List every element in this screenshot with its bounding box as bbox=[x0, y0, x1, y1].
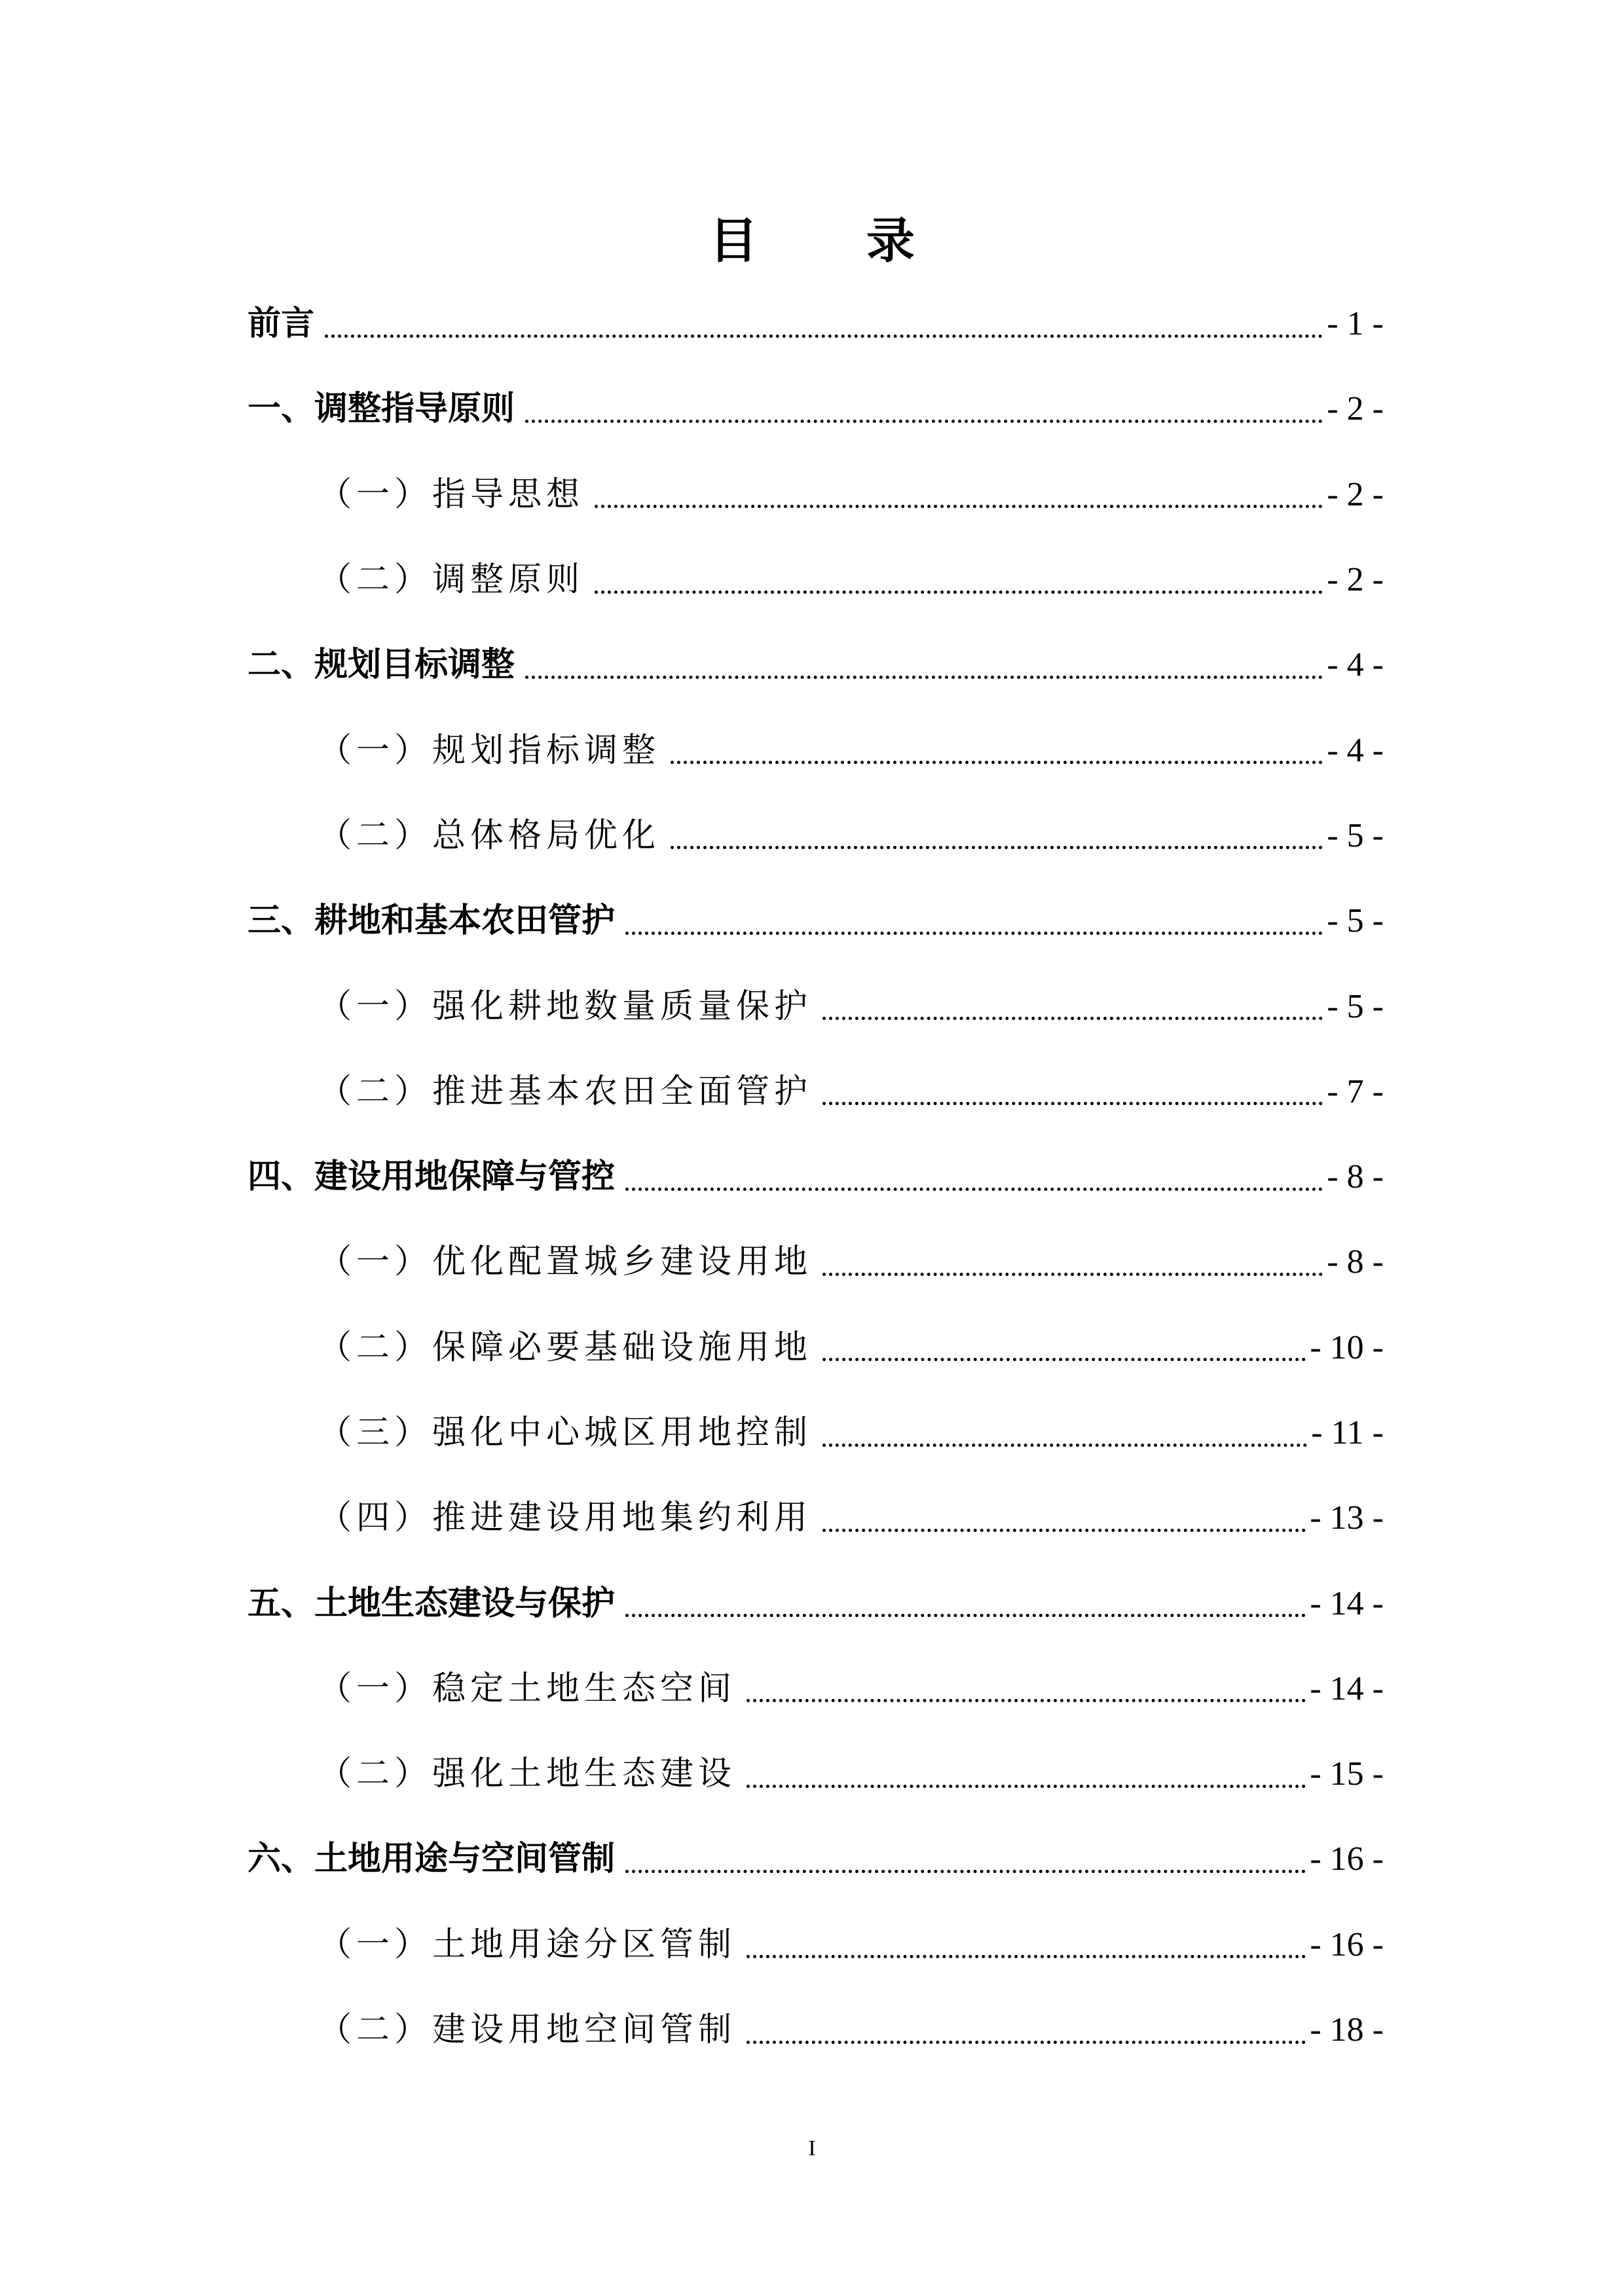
toc-entry-page: - 8 - bbox=[1327, 1243, 1384, 1281]
toc-entry-label: 四、建设用地保障与管控 bbox=[248, 1157, 616, 1197]
dot-leader bbox=[822, 1273, 1323, 1276]
toc-entry-page: - 7 - bbox=[1327, 1072, 1384, 1110]
dot-leader bbox=[625, 1188, 1323, 1191]
toc-entry-section[interactable] bbox=[248, 793, 1384, 879]
toc-entry-page: - 2 - bbox=[1327, 390, 1384, 428]
dot-leader bbox=[822, 1358, 1306, 1361]
toc-entry-label: （四）推进建设用地集约利用 bbox=[318, 1499, 813, 1538]
dot-leader bbox=[525, 420, 1323, 423]
toc-entry-page: - 5 - bbox=[1327, 816, 1384, 854]
toc-entry-chapter[interactable] bbox=[248, 1135, 1384, 1220]
toc-entry-label: （一）强化耕地数量质量保护 bbox=[318, 987, 813, 1026]
toc-entry-section[interactable] bbox=[248, 452, 1384, 538]
toc-entry-page: - 4 - bbox=[1327, 731, 1384, 769]
toc-entry-label: 二、规划目标调整 bbox=[248, 646, 515, 685]
toc-entry-label: （一）指导思想 bbox=[318, 475, 585, 514]
toc-entry-page: - 4 - bbox=[1327, 646, 1384, 684]
toc-entry-page: - 1 - bbox=[1327, 305, 1384, 343]
toc-entry-page: - 14 - bbox=[1310, 1669, 1384, 1707]
toc-entry-chapter[interactable] bbox=[248, 367, 1384, 452]
toc-entry-label: （二）调整原则 bbox=[318, 560, 585, 600]
toc-entry-label: （二）总体格局优化 bbox=[318, 816, 661, 855]
toc-list bbox=[248, 282, 1384, 2073]
dot-leader bbox=[822, 1102, 1323, 1105]
dot-leader bbox=[595, 591, 1323, 594]
toc-entry-label: 三、耕地和基本农田管护 bbox=[248, 902, 616, 941]
toc-entry-section[interactable] bbox=[248, 1647, 1384, 1732]
toc-entry-section[interactable] bbox=[248, 964, 1384, 1049]
dot-leader bbox=[625, 1614, 1306, 1617]
toc-entry-label: 六、土地用途与空间管制 bbox=[248, 1840, 616, 1879]
toc-entry-chapter[interactable] bbox=[248, 1817, 1384, 1902]
toc-entry-section[interactable] bbox=[248, 1391, 1384, 1476]
dot-leader bbox=[595, 505, 1323, 508]
toc-entry-page: - 16 - bbox=[1310, 1925, 1384, 1963]
toc-entry-chapter[interactable] bbox=[248, 879, 1384, 964]
dot-leader bbox=[747, 1699, 1306, 1702]
toc-entry-section[interactable] bbox=[248, 1732, 1384, 1817]
toc-entry-label: （一）土地用途分区管制 bbox=[318, 1925, 737, 1964]
toc-entry-label: （一）稳定土地生态空间 bbox=[318, 1669, 737, 1708]
toc-entry-section[interactable] bbox=[248, 1049, 1384, 1135]
toc-entry-page: - 5 - bbox=[1327, 987, 1384, 1025]
dot-leader bbox=[671, 846, 1323, 849]
toc-entry-chapter[interactable] bbox=[248, 282, 1384, 367]
dot-leader bbox=[325, 335, 1323, 338]
toc-entry-page: - 18 - bbox=[1310, 2011, 1384, 2049]
toc-entry-label: （二）保障必要基础设施用地 bbox=[318, 1328, 813, 1367]
dot-leader bbox=[822, 1017, 1323, 1020]
dot-leader bbox=[822, 1444, 1307, 1447]
toc-entry-page: - 14 - bbox=[1310, 1584, 1384, 1622]
toc-entry-page: - 5 - bbox=[1327, 902, 1384, 940]
toc-entry-label: （一）优化配置城乡建设用地 bbox=[318, 1243, 813, 1282]
toc-entry-page: - 15 - bbox=[1310, 1755, 1384, 1793]
toc-entry-section[interactable] bbox=[248, 538, 1384, 623]
dot-leader bbox=[671, 761, 1323, 764]
toc-entry-page: - 13 - bbox=[1310, 1499, 1384, 1537]
toc-entry-section[interactable] bbox=[248, 1476, 1384, 1561]
dot-leader bbox=[747, 1955, 1306, 1958]
toc-entry-label: （二）强化土地生态建设 bbox=[318, 1755, 737, 1794]
dot-leader bbox=[625, 932, 1323, 935]
toc-entry-section[interactable] bbox=[248, 1220, 1384, 1305]
toc-entry-label: （三）强化中心城区用地控制 bbox=[318, 1413, 813, 1452]
toc-entry-section[interactable] bbox=[248, 1903, 1384, 1988]
toc-entry-section[interactable] bbox=[248, 1305, 1384, 1391]
dot-leader bbox=[822, 1529, 1306, 1532]
toc-entry-label: （二）推进基本农田全面管护 bbox=[318, 1072, 813, 1111]
toc-entry-page: - 16 - bbox=[1310, 1840, 1384, 1878]
dot-leader bbox=[625, 1870, 1306, 1873]
toc-entry-page: - 8 - bbox=[1327, 1158, 1384, 1196]
toc-entry-label: （二）建设用地空间管制 bbox=[318, 2011, 737, 2050]
toc-entry-section[interactable] bbox=[248, 1988, 1384, 2073]
page-number: I bbox=[808, 2136, 816, 2160]
toc-entry-chapter[interactable] bbox=[248, 1561, 1384, 1646]
toc-entry-chapter[interactable] bbox=[248, 623, 1384, 708]
toc-entry-label: 五、土地生态建设与保护 bbox=[248, 1584, 616, 1623]
toc-entry-label: 一、调整指导原则 bbox=[248, 390, 515, 429]
dot-leader bbox=[525, 676, 1323, 679]
toc-entry-label: （一）规划指标调整 bbox=[318, 731, 661, 770]
dot-leader bbox=[747, 1785, 1306, 1788]
toc-entry-section[interactable] bbox=[248, 708, 1384, 793]
toc-title: 目 录 bbox=[709, 213, 961, 269]
toc-entry-page: - 10 - bbox=[1310, 1328, 1384, 1366]
toc-entry-page: - 11 - bbox=[1311, 1414, 1384, 1451]
toc-entry-label: 前言 bbox=[248, 304, 315, 344]
dot-leader bbox=[747, 2041, 1306, 2044]
toc-entry-page: - 2 - bbox=[1327, 475, 1384, 513]
toc-entry-page: - 2 - bbox=[1327, 561, 1384, 599]
